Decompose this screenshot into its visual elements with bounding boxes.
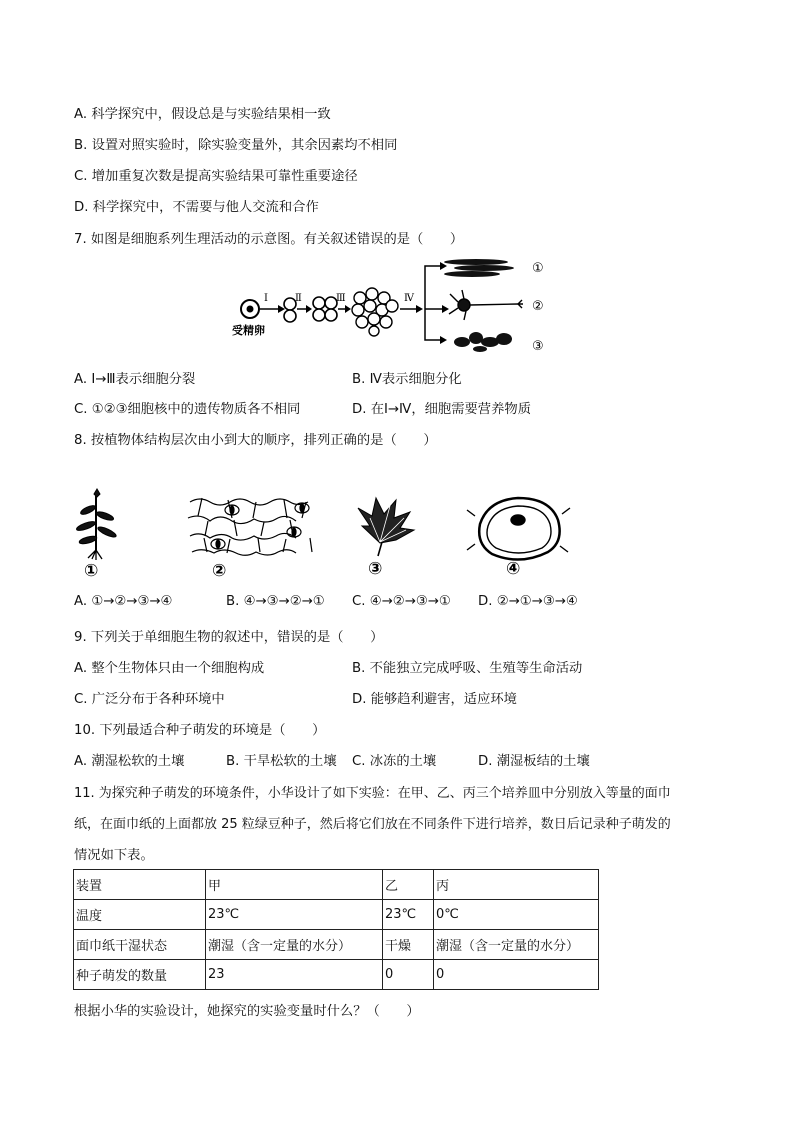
output-1: ① — [532, 261, 544, 276]
roman-3: Ⅲ — [336, 293, 346, 304]
q8-option-b: B. ④→③→②→① — [226, 594, 325, 609]
output-3: ③ — [532, 339, 544, 354]
egg-label: 受精卵 — [232, 324, 265, 337]
germination-table — [73, 869, 599, 990]
plant-label-2: ② — [212, 561, 227, 581]
q6-option-a: A. 科学探究中，假设总是与实验结果相一致 — [74, 107, 331, 122]
whole-plant — [76, 489, 118, 560]
q10-option-b: B. 干旱松软的土壤 — [226, 754, 337, 769]
table-row — [74, 870, 599, 900]
q8-option-c: C. ④→②→③→① — [352, 594, 451, 609]
table-cell: 潮湿（含一定量的水分） — [206, 930, 383, 960]
table-row — [74, 960, 599, 990]
tissue-cells — [454, 332, 512, 352]
roman-4: Ⅳ — [404, 293, 414, 304]
cell-mass — [352, 288, 398, 336]
q10-stem: 10. 下列最适合种子萌发的环境是（ ） — [74, 723, 326, 738]
q7-option-a: A. Ⅰ→Ⅲ表示细胞分裂 — [74, 372, 196, 387]
q7-option-d: D. 在Ⅰ→Ⅳ，细胞需要营养物质 — [352, 402, 531, 417]
table-row — [74, 900, 599, 930]
tissue-epidermis — [188, 498, 312, 555]
q7-option-b: B. Ⅳ表示细胞分化 — [352, 372, 462, 387]
q7-stem: 7. 如图是细胞系列生理活动的示意图。有关叙述错误的是（ ） — [74, 232, 464, 247]
table-cell: 23℃ — [383, 900, 434, 930]
roman-2: Ⅱ — [295, 293, 302, 304]
q9-option-c: C. 广泛分布于各种环境中 — [74, 692, 225, 707]
q11-stem-line3: 情况如下表。 — [74, 848, 154, 863]
plant-label-4: ④ — [506, 559, 521, 579]
q10-option-c: C. 冰冻的土壤 — [352, 754, 437, 769]
four-cell-stage — [313, 297, 337, 321]
leaf-organ — [358, 498, 414, 556]
q11-stem-line1: 11. 为探究种子萌发的环境条件，小华设计了如下实验：在甲、乙、丙三个培养皿中分别放入等量的面巾 — [74, 786, 671, 801]
table-cell: 0 — [383, 960, 434, 990]
table-cell: 装置 — [74, 870, 206, 900]
table-cell: 甲 — [206, 870, 383, 900]
muscle-cells — [444, 259, 514, 277]
table-cell: 面巾纸干湿状态 — [74, 930, 206, 960]
q9-option-b: B. 不能独立完成呼吸、生殖等生命活动 — [352, 661, 583, 676]
table-cell: 种子萌发的数量 — [74, 960, 206, 990]
q6-option-b: B. 设置对照实验时，除实验变量外，其余因素均不相同 — [74, 138, 398, 153]
table-cell: 潮湿（含一定量的水分） — [434, 930, 599, 960]
table-cell: 0℃ — [434, 900, 599, 930]
table-cell: 丙 — [434, 870, 599, 900]
q10-option-d: D. 潮湿板结的土壤 — [478, 754, 590, 769]
table-cell: 0 — [434, 960, 599, 990]
q9-option-a: A. 整个生物体只由一个细胞构成 — [74, 661, 265, 676]
q6-option-c: C. 增加重复次数是提高实验结果可靠性重要途径 — [74, 169, 358, 184]
plant-structure-figure — [70, 488, 610, 583]
q10-option-a: A. 潮湿松软的土壤 — [74, 754, 185, 769]
plant-label-1: ① — [84, 561, 99, 581]
table-cell: 干燥 — [383, 930, 434, 960]
q6-option-d: D. 科学探究中，不需要与他人交流和合作 — [74, 200, 319, 215]
cell-activity-figure — [228, 252, 558, 362]
q9-stem: 9. 下列关于单细胞生物的叙述中，错误的是（ ） — [74, 630, 384, 645]
table-cell: 23 — [206, 960, 383, 990]
plant-label-3: ③ — [368, 559, 383, 579]
q8-stem: 8. 按植物体结构层次由小到大的顺序，排列正确的是（ ） — [74, 433, 437, 448]
roman-1: Ⅰ — [264, 293, 268, 304]
table-row — [74, 930, 599, 960]
q8-option-d: D. ②→①→③→④ — [478, 594, 578, 609]
table-cell: 23℃ — [206, 900, 383, 930]
q7-option-c: C. ①②③细胞核中的遗传物质各不相同 — [74, 402, 301, 417]
output-2: ② — [532, 299, 544, 314]
q8-option-a: A. ①→②→③→④ — [74, 594, 173, 609]
table-cell: 温度 — [74, 900, 206, 930]
q9-option-d: D. 能够趋利避害，适应环境 — [352, 692, 517, 707]
fertilized-egg — [241, 300, 259, 318]
q11-question: 根据小华的实验设计，她探究的实验变量时什么？（ ） — [74, 1004, 420, 1019]
q11-stem-line2: 纸，在面巾纸的上面都放 25 粒绿豆种子，然后将它们放在不同条件下进行培养，数日后记录种子萌发的 — [74, 817, 671, 832]
plant-cell — [467, 498, 570, 560]
neuron — [449, 290, 523, 320]
table-cell: 乙 — [383, 870, 434, 900]
